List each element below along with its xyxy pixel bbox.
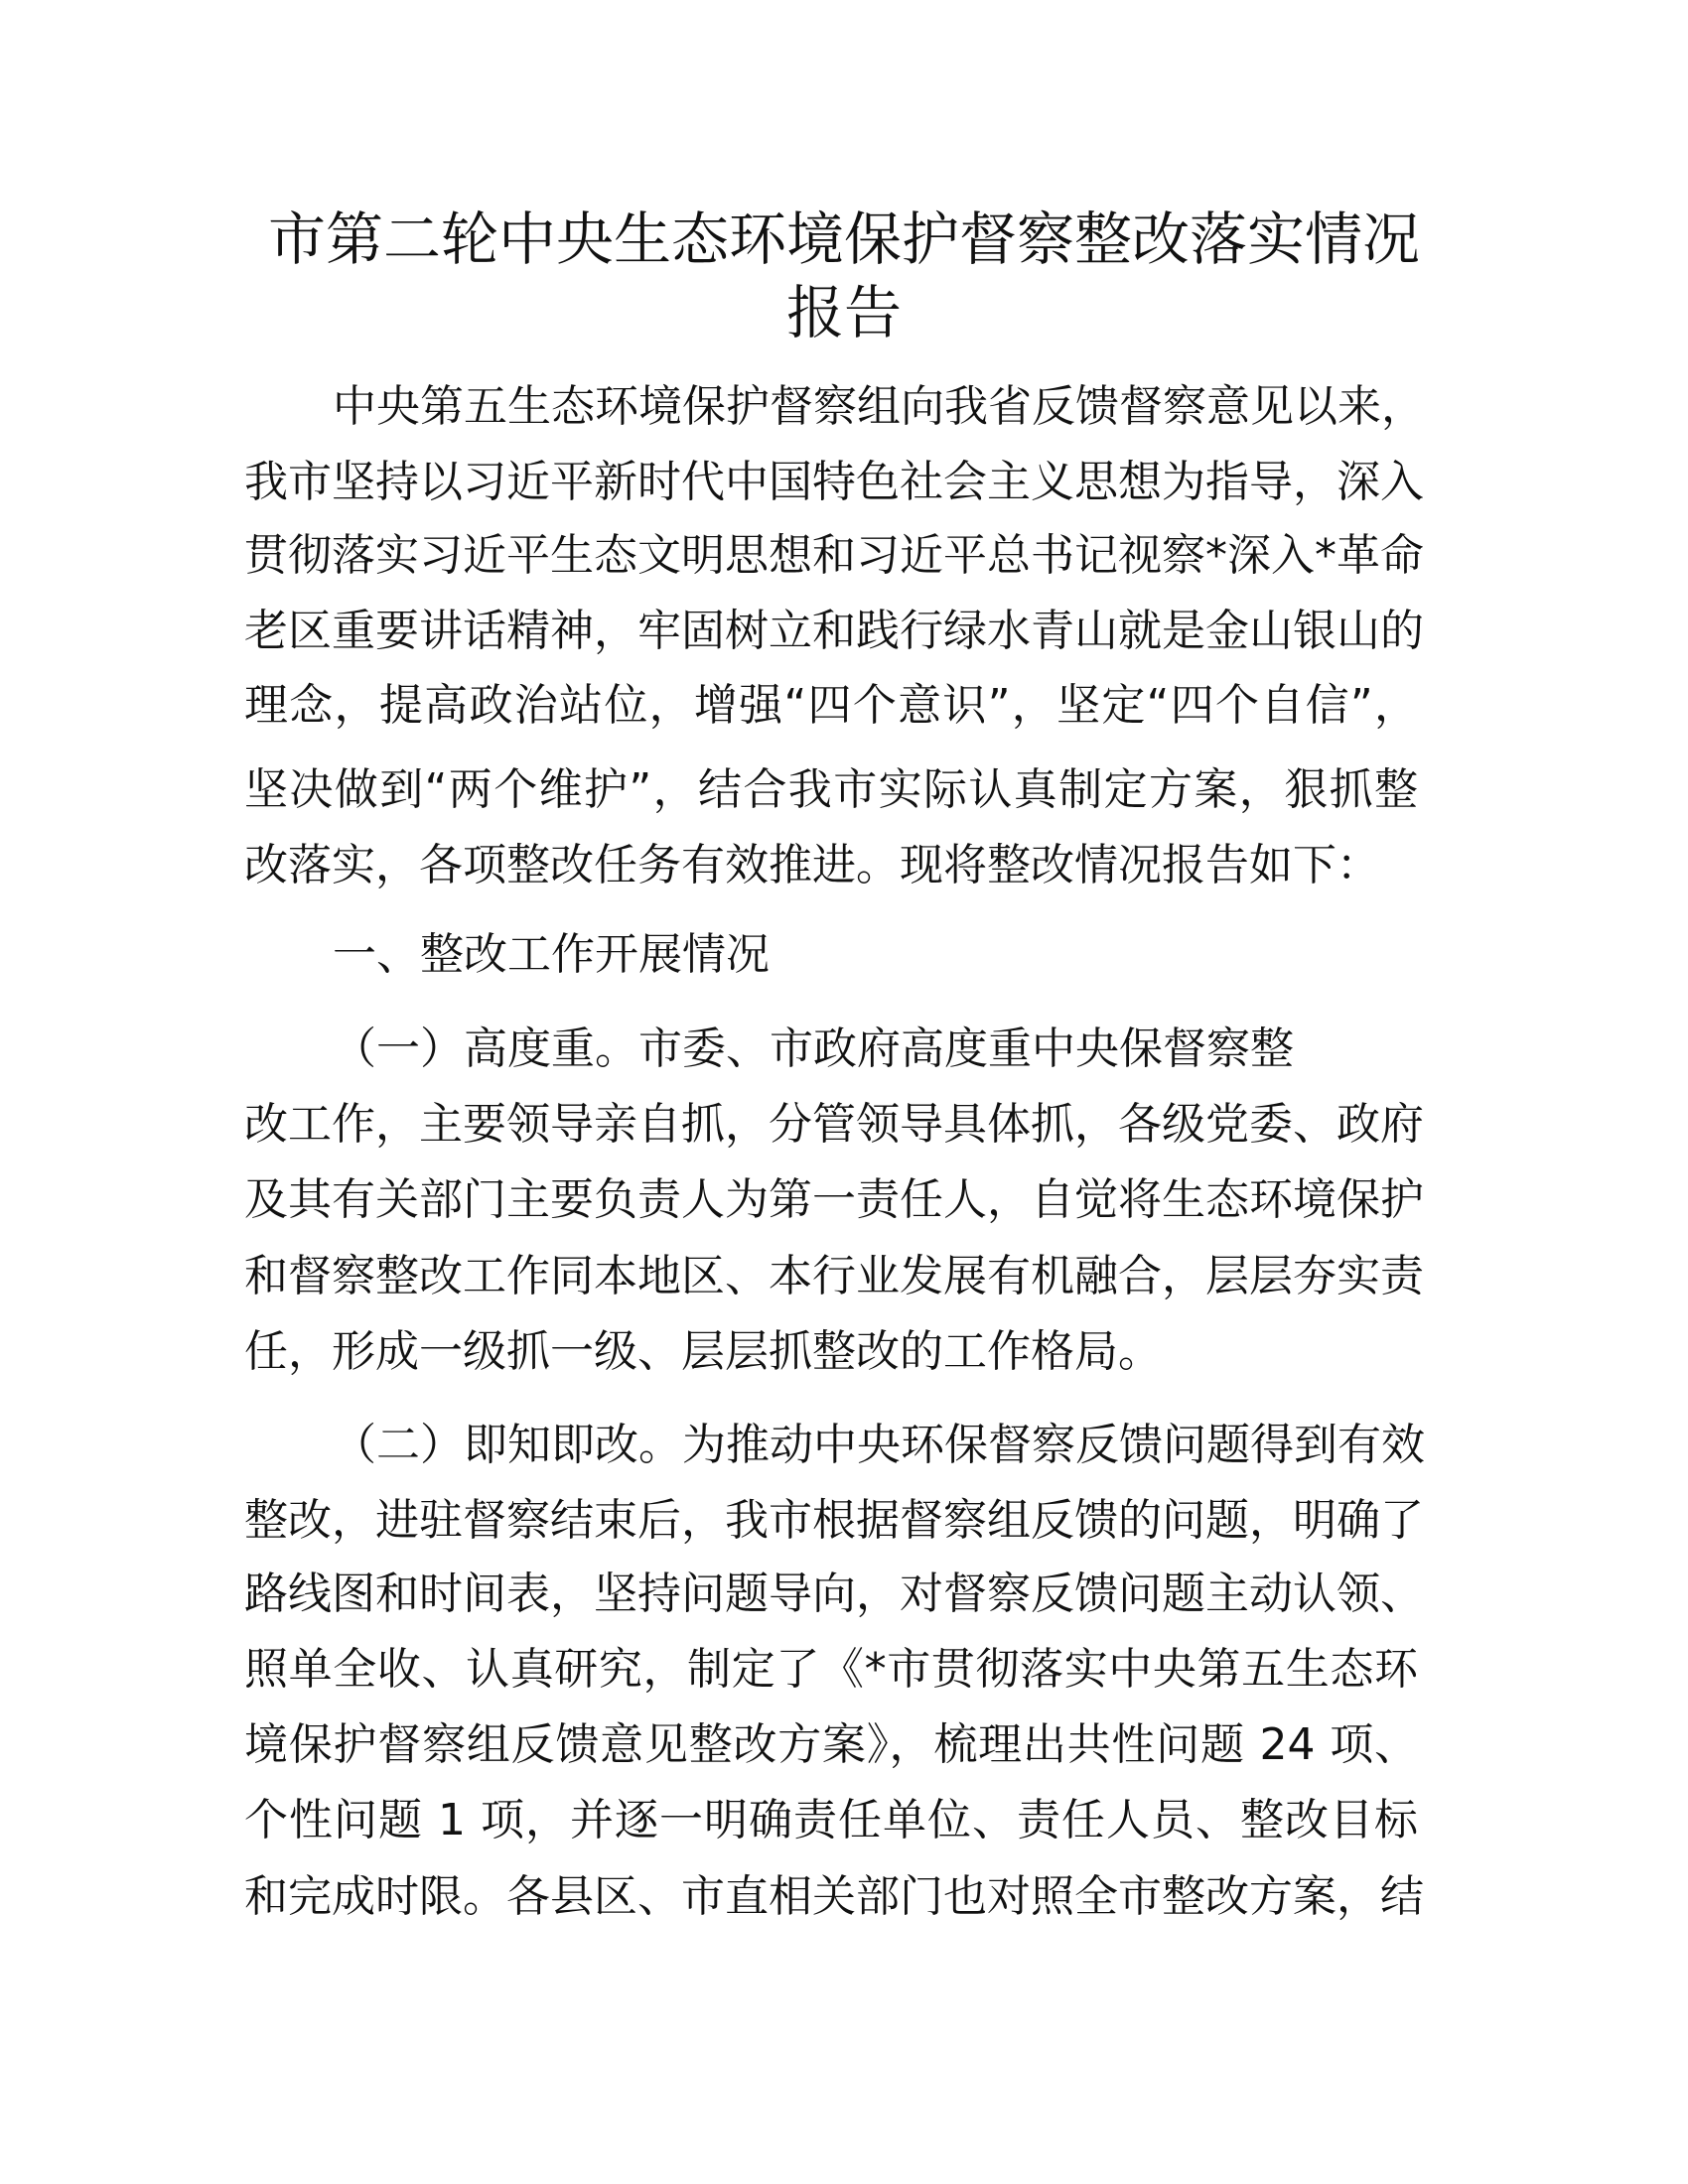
paragraph-line: 改工作，主要领导亲自抓，分管领导具体抓，各级党委、政府 bbox=[244, 1099, 1424, 1150]
paragraph-line: 理念，提高政治站位，增强“四个意识”，坚定“四个自信”， bbox=[244, 680, 1418, 731]
paragraph-line: 和督察整改工作同本地区、本行业发展有机融合，层层夯实责 bbox=[244, 1251, 1424, 1301]
document-title-line-1: 市第二轮中央生态环境保护督察整改落实情况 bbox=[267, 205, 1420, 273]
paragraph-line: 及其有关部门主要负责人为第一责任人，自觉将生态环境保护 bbox=[244, 1174, 1424, 1225]
paragraph-line: 贯彻落实习近平生态文明思想和习近平总书记视察*深入*革命 bbox=[244, 530, 1424, 581]
paragraph-line: 改落实，各项整改任务有效推进。现将整改情况报告如下： bbox=[244, 840, 1380, 890]
paragraph-line: 和完成时限。各县区、市直相关部门也对照全市整改方案，结 bbox=[244, 1871, 1424, 1922]
paragraph-line: 老区重要讲话精神，牢固树立和践行绿水青山就是金山银山的 bbox=[244, 606, 1424, 656]
paragraph-line: （二）即知即改。为推动中央环保督察反馈问题得到有效 bbox=[333, 1420, 1425, 1470]
paragraph-line: 照单全收、认真研究，制定了《*市贯彻落实中央第五生态环 bbox=[244, 1644, 1418, 1695]
paragraph-line: 整改，进驻督察结束后，我市根据督察组反馈的问题，明确了 bbox=[244, 1495, 1424, 1546]
paragraph-line: 中央第五生态环境保护督察组向我省反馈督察意见以来， bbox=[333, 381, 1425, 432]
paragraph-line: 路线图和时间表，坚持问题导向，对督察反馈问题主动认领、 bbox=[244, 1569, 1424, 1619]
paragraph-line: 坚决做到“两个维护”，结合我市实际认真制定方案，狠抓整 bbox=[244, 764, 1418, 815]
paragraph-line: （一）高度重。市委、市政府高度重中央保督察整 bbox=[333, 1024, 1294, 1074]
document-title-line-2: 报告 bbox=[785, 279, 902, 346]
paragraph-line: 我市坚持以习近平新时代中国特色社会主义思想为指导，深入 bbox=[244, 457, 1424, 507]
paragraph-line: 境保护督察组反馈意见整改方案》，梳理出共性问题 24 项、 bbox=[244, 1719, 1418, 1770]
paragraph-line: 个性问题 1 项，并逐一明确责任单位、责任人员、整改目标 bbox=[244, 1795, 1418, 1845]
paragraph-line: 任，形成一级抓一级、层层抓整改的工作格局。 bbox=[244, 1326, 1162, 1377]
section-heading: 一、整改工作开展情况 bbox=[333, 929, 770, 980]
